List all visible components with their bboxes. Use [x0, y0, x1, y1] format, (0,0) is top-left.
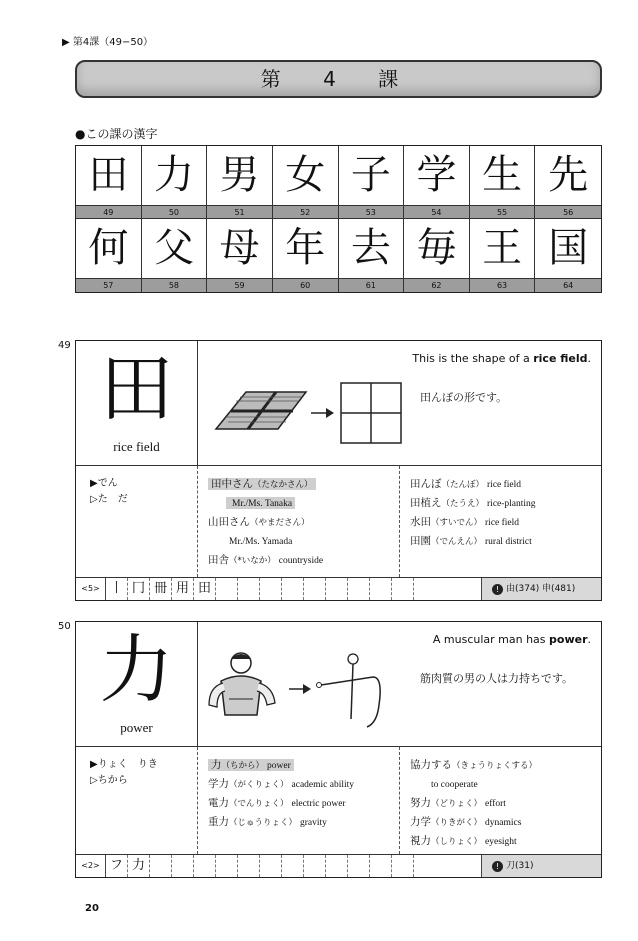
stroke-count: <2> [76, 855, 106, 877]
vocab-reading: （しりょく） [431, 837, 483, 847]
stroke-blank-cell [304, 855, 326, 877]
vocab-word: 山田さん [208, 516, 250, 528]
big-kanji-box [76, 341, 198, 465]
related-kanji-note [481, 855, 601, 877]
vocab-word: 力学 [410, 816, 431, 828]
grid-kanji-number: 59 [207, 278, 272, 292]
vocabulary-item [208, 494, 399, 513]
vocab-reading: （きょうりょくする） [452, 761, 538, 771]
vocabulary-column [400, 747, 601, 854]
japanese-explanation: 田んぼの形です。 [420, 391, 508, 404]
grid-kanji: 男 [219, 152, 260, 198]
vocab-gloss: eyesight [485, 837, 517, 847]
vocab-word: 田植え [410, 497, 442, 509]
grid-kanji-number: 61 [339, 278, 404, 292]
kanji-grid-cell [470, 219, 536, 292]
stroke-step: 力 [128, 855, 150, 877]
stroke-step: 冊 [150, 578, 172, 600]
lesson-title-banner [75, 60, 602, 98]
vocab-reading: （でんりょく） [229, 799, 289, 809]
vocabulary-item [410, 813, 601, 832]
kanji-grid-cell [535, 219, 601, 292]
grid-kanji-number: 50 [142, 205, 207, 219]
english-explanation: A muscular man has power. [432, 633, 591, 646]
vocab-gloss: gravity [300, 818, 327, 828]
grid-kanji-number: 57 [76, 278, 141, 292]
grid-kanji: 何 [88, 225, 129, 271]
vocabulary-item [208, 813, 399, 832]
grid-kanji: 王 [482, 225, 523, 271]
grid-kanji-number: 52 [273, 205, 338, 219]
kanji-entry-49 [75, 340, 602, 601]
stroke-step: フ [106, 855, 128, 877]
page-number: 20 [85, 903, 99, 914]
vocabulary-item [410, 775, 601, 794]
grid-kanji: 毎 [416, 225, 457, 271]
vocab-gloss: academic ability [291, 780, 355, 790]
stroke-order [76, 578, 601, 600]
rice-field-icon [206, 377, 406, 447]
stroke-blank-cell [282, 578, 304, 600]
vocabulary-column [198, 466, 400, 577]
vocab-word: 水田 [410, 516, 431, 528]
grid-kanji: 女 [285, 152, 326, 198]
grid-kanji-number: 53 [339, 205, 404, 219]
kanji-grid-cell [273, 146, 339, 219]
stroke-blank-cell [282, 855, 304, 877]
kanji-grid-cell [142, 146, 208, 219]
vocab-reading: （*いなか） [229, 556, 276, 566]
lesson-title: 第 4 課 [260, 67, 417, 91]
stroke-spacer [414, 855, 481, 877]
big-kanji: 田 [99, 346, 174, 432]
kanji-grid-cell [76, 146, 142, 219]
kanji-grid-cell [404, 146, 470, 219]
vocab-gloss: to cooperate [431, 780, 478, 790]
grid-kanji-number: 49 [76, 205, 141, 219]
kanji-grid-cell [470, 146, 536, 219]
vocab-word: 視力 [410, 835, 431, 847]
vocab-word: 重力 [208, 816, 229, 828]
vocab-gloss: Mr./Ms. Yamada [229, 537, 293, 547]
vocab-reading: （たんぼ） [441, 480, 485, 490]
vocabulary-item [410, 494, 601, 513]
stroke-blank-cell [370, 578, 392, 600]
stroke-blank-cell [348, 855, 370, 877]
grid-kanji-number: 62 [404, 278, 469, 292]
stroke-blank-cell [392, 855, 414, 877]
grid-kanji-number: 56 [535, 205, 601, 219]
vocab-word: 田舎 [208, 554, 229, 566]
stroke-order [76, 855, 601, 877]
grid-kanji-number: 58 [142, 278, 207, 292]
related-kanji: 由(374) 申(481) [506, 584, 576, 594]
grid-kanji: 子 [350, 152, 391, 198]
kanji-meaning: rice field [113, 439, 160, 454]
grid-kanji: 生 [482, 152, 523, 198]
stroke-blank-cell [348, 578, 370, 600]
vocab-word: 協力する [410, 759, 452, 771]
vocab-gloss: rice field [485, 518, 520, 528]
vocab-gloss: rural district [485, 537, 532, 547]
vocabulary-item [208, 775, 399, 794]
kanji-grid-cell [404, 219, 470, 292]
stroke-blank-cell [260, 578, 282, 600]
vocab-reading: （やまださん） [250, 518, 310, 528]
entry-number: 49 [58, 340, 71, 351]
vocab-gloss: Mr./Ms. Tanaka [232, 499, 293, 509]
vocab-reading: （でんえん） [431, 537, 483, 547]
vocab-reading: （ちから） [221, 761, 265, 771]
vocab-reading: （がくりょく） [229, 780, 289, 790]
illustration-area [198, 622, 601, 746]
vocab-gloss: power [267, 761, 291, 771]
related-kanji-note [481, 578, 601, 600]
vocabulary-column [400, 466, 601, 577]
vocab-gloss: electric power [291, 799, 346, 809]
kanji-grid-cell [273, 219, 339, 292]
vocabulary-item [410, 532, 601, 551]
vocabulary-column [198, 747, 400, 854]
stroke-step: 田 [194, 578, 216, 600]
exclamation-circle-icon: ! [492, 584, 503, 595]
grid-kanji: 力 [153, 152, 194, 198]
kanji-grid-cell [207, 146, 273, 219]
grid-kanji: 父 [153, 225, 194, 271]
stroke-blank-cell [172, 855, 194, 877]
grid-kanji-number: 51 [207, 205, 272, 219]
stroke-step: 冂 [128, 578, 150, 600]
kanji-grid-cell [339, 146, 405, 219]
grid-kanji-number: 63 [470, 278, 535, 292]
grid-kanji-number: 60 [273, 278, 338, 292]
readings: ▶でん ▷た だ [76, 466, 198, 577]
stroke-blank-cell [304, 578, 326, 600]
grid-kanji: 学 [416, 152, 457, 198]
vocab-reading: （どりょく） [431, 799, 483, 809]
big-kanji: 力 [99, 627, 174, 713]
vocab-reading: （たなかさん） [253, 480, 313, 490]
kanji-grid-cell [207, 219, 273, 292]
stroke-blank-cell [260, 855, 282, 877]
header-label: ▶ 第4課（49−50） [62, 37, 154, 48]
vocab-word: 努力 [410, 797, 431, 809]
kanji-entry-50 [75, 621, 602, 878]
kanji-grid-cell [535, 146, 601, 219]
kanji-grid-row [76, 219, 601, 292]
stroke-step: 丨 [106, 578, 128, 600]
vocab-gloss: countryside [278, 556, 324, 566]
stroke-count: <5> [76, 578, 106, 600]
vocabulary-item [208, 532, 399, 551]
stroke-blank-cell [370, 855, 392, 877]
vocab-reading: （りきがく） [431, 818, 483, 828]
big-kanji-box [76, 622, 198, 746]
related-kanji: 刀(31) [506, 861, 534, 871]
illustration-area [198, 341, 601, 465]
vocab-gloss: rice-planting [487, 499, 536, 509]
stroke-blank-cell [238, 578, 260, 600]
kanji-grid-cell [142, 219, 208, 292]
vocab-word: 学力 [208, 778, 229, 790]
vocab-gloss: dynamics [485, 818, 522, 828]
vocabulary-item [208, 551, 399, 570]
readings: ▶りょく りき ▷ちから [76, 747, 198, 854]
grid-kanji: 国 [548, 225, 589, 271]
vocabulary-item [410, 794, 601, 813]
vocabulary-item [410, 832, 601, 851]
vocabulary-item [208, 794, 399, 813]
kanji-meaning: power [120, 720, 153, 735]
vocab-word: 電力 [208, 797, 229, 809]
kanji-grid-cell [76, 219, 142, 292]
grid-kanji-number: 64 [535, 278, 601, 292]
stroke-step: 用 [172, 578, 194, 600]
vocab-gloss: rice field [487, 480, 522, 490]
vocab-reading: （じゅうりょく） [229, 818, 298, 828]
vocabulary-item [410, 513, 601, 532]
vocab-reading: （たうえ） [441, 499, 485, 509]
stroke-spacer [414, 578, 481, 600]
entry-number: 50 [58, 621, 71, 632]
japanese-explanation: 筋肉質の男の人は力持ちです。 [420, 672, 574, 685]
grid-kanji-number: 55 [470, 205, 535, 219]
exclamation-circle-icon: ! [492, 861, 503, 872]
kanji-grid-cell [339, 219, 405, 292]
stroke-blank-cell [194, 855, 216, 877]
vocabulary-item [208, 475, 399, 494]
stroke-blank-cell [392, 578, 414, 600]
grid-kanji: 先 [548, 152, 589, 198]
kanji-grid-row [76, 146, 601, 219]
stroke-blank-cell [216, 578, 238, 600]
grid-kanji: 田 [88, 152, 129, 198]
grid-kanji: 年 [285, 225, 326, 271]
vocab-word: 力 [211, 759, 222, 771]
stroke-blank-cell [216, 855, 238, 877]
vocabulary-item [208, 756, 399, 775]
muscular-man-icon [203, 647, 403, 737]
grid-kanji-number: 54 [404, 205, 469, 219]
vocab-gloss: effort [485, 799, 506, 809]
section-label: ●この課の漢字 [75, 127, 158, 141]
stroke-blank-cell [326, 855, 348, 877]
vocab-word: 田中さん [211, 478, 253, 490]
vocab-word: 田園 [410, 535, 431, 547]
stroke-blank-cell [150, 855, 172, 877]
grid-kanji: 去 [350, 225, 391, 271]
kanji-grid [75, 145, 602, 293]
english-explanation: This is the shape of a rice field. [412, 352, 591, 365]
vocabulary-item [208, 513, 399, 532]
vocab-word: 田んぼ [410, 478, 442, 490]
stroke-blank-cell [238, 855, 260, 877]
stroke-blank-cell [326, 578, 348, 600]
vocab-reading: （すいでん） [431, 518, 483, 528]
vocabulary-item [410, 475, 601, 494]
vocabulary-item [410, 756, 601, 775]
grid-kanji: 母 [219, 225, 260, 271]
